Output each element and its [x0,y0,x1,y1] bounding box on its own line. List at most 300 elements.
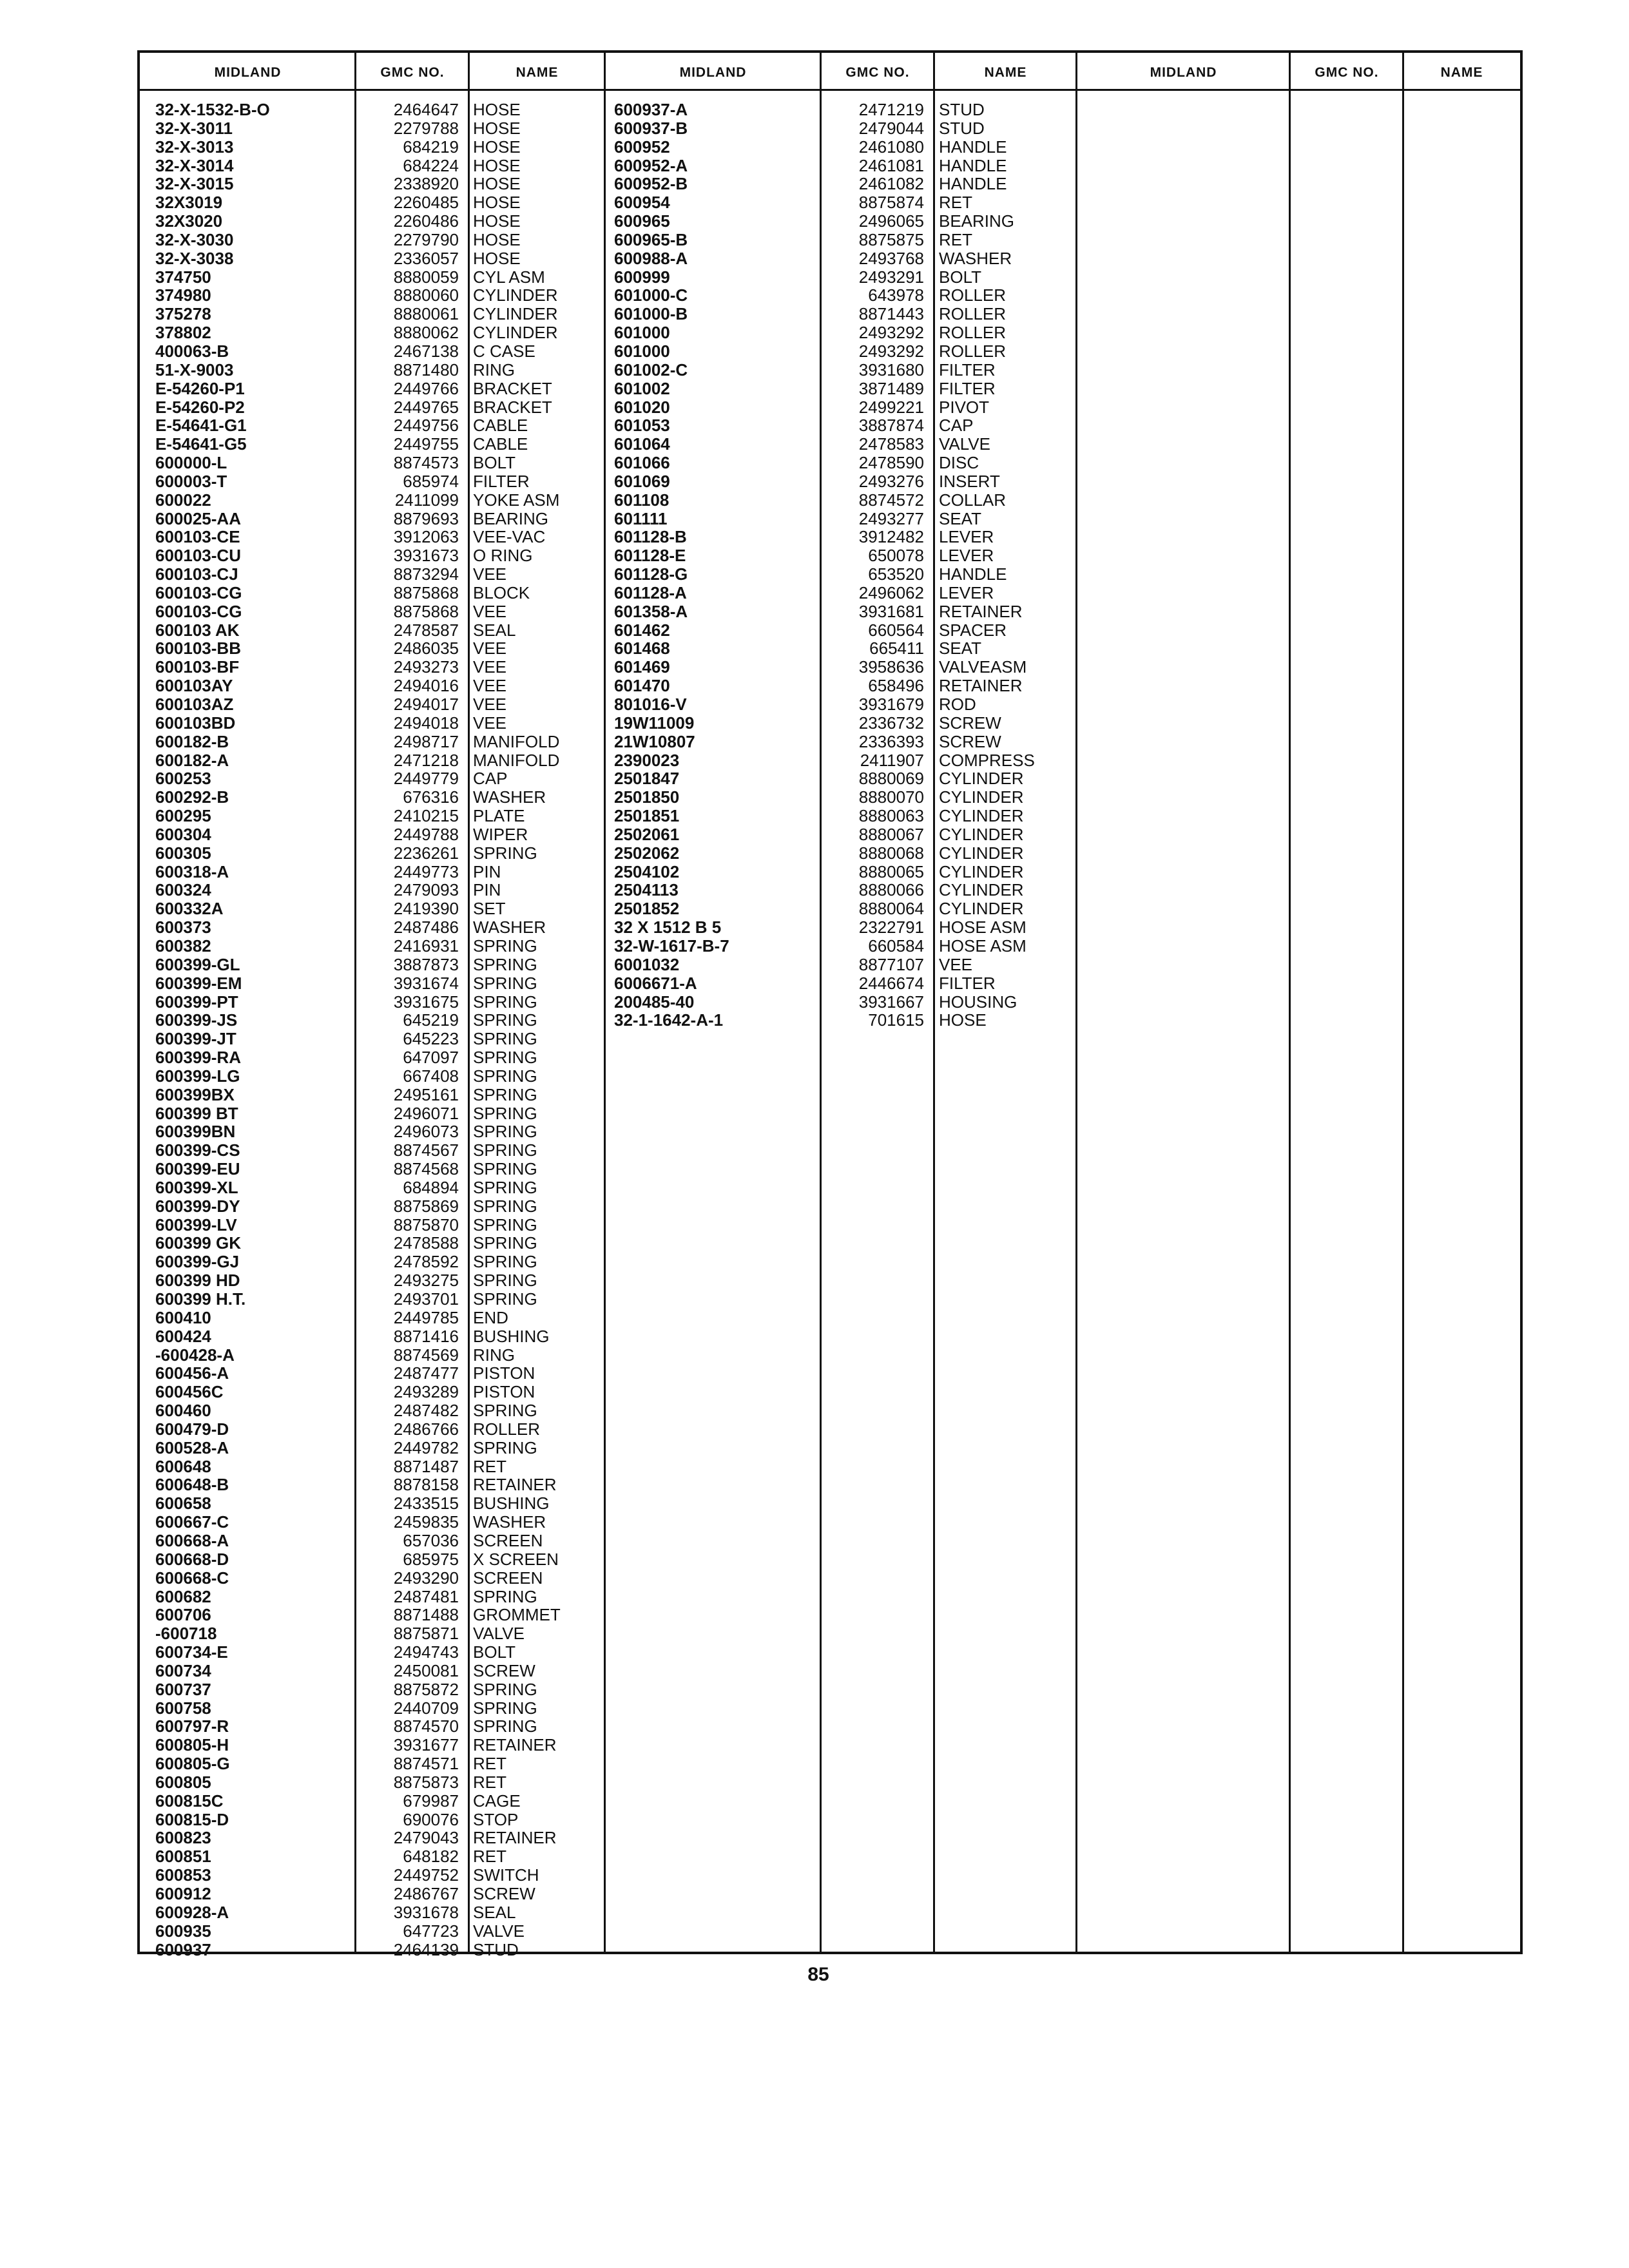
name-cell: SET [473,899,506,919]
gmc-no-cell: 8880063 [858,806,924,826]
name-cell: SCREW [939,731,1001,751]
gmc-no-cell: 653520 [868,564,924,584]
name-cell: CYLINDER [939,806,1024,826]
name-cell: SEAL [473,620,516,640]
gmc-no-cell: 2440709 [393,1698,459,1718]
name-cell: WIPER [473,824,528,844]
gmc-no-cell: 2493275 [393,1271,459,1291]
name-cell: CYLINDER [939,787,1024,807]
midland-cell: 601469 [614,657,670,677]
gmc-no-cell: 2260485 [393,193,459,213]
gmc-no-cell: 2464647 [393,100,459,119]
name-cell: CYLINDER [939,899,1024,919]
name-cell: HOSE [473,155,521,175]
gmc-no-cell: 8874567 [393,1140,459,1160]
gmc-no-cell: 8875875 [858,229,924,249]
midland-cell: 21W10807 [614,731,695,751]
midland-cell: 600399-GL [155,954,240,974]
name-cell: STUD [939,118,985,138]
name-cell: RING [473,360,515,380]
name-cell: HANDLE [939,137,1007,157]
name-cell: PIVOT [939,397,990,417]
name-cell: SCREW [939,713,1001,733]
midland-cell: 32X3019 [155,193,223,213]
midland-cell: 600324 [155,880,211,900]
midland-cell: 374750 [155,267,211,287]
gmc-no-cell: 2471219 [858,100,924,119]
midland-cell: 600103AZ [155,695,234,714]
gmc-no-cell: 690076 [403,1809,459,1829]
midland-cell: 600399BN [155,1122,236,1142]
gmc-no-cell: 8871487 [393,1456,459,1476]
midland-cell: 600399-JS [155,1010,238,1030]
name-cell: STOP [473,1809,519,1829]
midland-cell: 2501850 [614,787,680,807]
gmc-no-cell: 2479043 [393,1828,459,1848]
name-column-1 [473,101,602,1959]
midland-cell: 600399BX [155,1084,235,1104]
midland-cell: 600022 [155,490,211,510]
column-divider [354,53,356,1952]
gmc-no-cell: 8875868 [393,601,459,621]
midland-cell: 600658 [155,1494,211,1514]
gmc-no-cell: 2494743 [393,1642,459,1662]
midland-cell: 2501851 [614,806,680,826]
name-cell: SEAT [939,508,981,528]
name-cell: PISTON [473,1382,535,1402]
gmc-no-cell: 2260486 [393,211,459,231]
name-cell: ROLLER [939,341,1007,361]
gmc-no-cell: 2493277 [858,508,924,528]
name-cell: END [473,1307,508,1327]
name-cell: ROLLER [939,323,1007,343]
name-cell: SPRING [473,1177,537,1197]
midland-cell: 600937 [155,1939,211,1959]
name-cell: PLATE [473,806,525,826]
name-cell: BOLT [939,267,981,287]
name-cell: SPRING [473,1029,537,1049]
gmc-no-cell: 8880061 [393,304,459,324]
midland-cell: 600935 [155,1921,211,1941]
name-cell: VEE [473,713,507,733]
midland-cell: 32-X-3030 [155,229,234,249]
midland-cell: 601002 [614,378,670,398]
midland-cell: -600718 [155,1624,217,1644]
gmc-no-cell: 2493273 [393,657,459,677]
name-cell: SCREW [473,1660,535,1680]
gmc-no-cell: 8875870 [393,1215,459,1235]
column-divider [1289,53,1291,1952]
midland-cell: 600682 [155,1586,211,1606]
gmc-no-cell: 684894 [403,1177,459,1197]
gmc-no-cell: 2495161 [393,1084,459,1104]
gmc-no-cell: 2494018 [393,713,459,733]
midland-cell: 32-1-1642-A-1 [614,1010,724,1030]
name-cell: HANDLE [939,174,1007,194]
midland-cell: 32-X-3038 [155,248,234,268]
gmc-no-column-1 [359,101,459,1959]
name-cell: GROMMET [473,1605,561,1625]
name-cell: SPRING [473,954,537,974]
name-cell: HOSE [473,193,521,213]
header-gmc-no-3: GMC NO. [1315,65,1379,80]
gmc-no-cell: 3931681 [858,601,924,621]
midland-cell: 600648-B [155,1475,229,1495]
gmc-no-cell: 8871488 [393,1605,459,1625]
gmc-no-cell: 647097 [403,1048,459,1068]
midland-cell: 600734-E [155,1642,228,1662]
midland-cell: 600382 [155,936,211,956]
gmc-no-cell: 8871416 [393,1326,459,1346]
gmc-no-cell: 2496071 [393,1103,459,1123]
gmc-no-cell: 2464139 [393,1939,459,1959]
name-cell: FILTER [939,973,996,993]
name-cell: HOSE [473,211,521,231]
midland-cell: 600410 [155,1307,211,1327]
gmc-no-cell: 8875872 [393,1679,459,1699]
midland-cell: 600103-CG [155,601,242,621]
name-cell: ROD [939,695,976,714]
gmc-no-cell: 2479093 [393,880,459,900]
header-name-1: NAME [516,65,559,80]
name-cell: MANIFOLD [473,731,560,751]
name-cell: SPRING [473,973,537,993]
midland-cell: 2504102 [614,861,680,881]
gmc-no-cell: 3887874 [858,416,924,436]
midland-cell: 600399 GK [155,1233,241,1253]
name-cell: YOKE ASM [473,490,560,510]
gmc-no-cell: 2487482 [393,1401,459,1421]
gmc-no-cell: 2411099 [394,490,459,510]
gmc-no-cell: 8874571 [393,1754,459,1774]
name-cell: SPRING [473,1084,537,1104]
midland-cell: 600003-T [155,471,227,491]
midland-cell: 600851 [155,1847,211,1867]
name-cell: BUSHING [473,1326,550,1346]
name-cell: VALVE [473,1624,525,1644]
gmc-no-cell: 679987 [403,1791,459,1811]
name-cell: HOSE [473,174,521,194]
midland-cell: 600823 [155,1828,211,1848]
midland-cell: 600706 [155,1605,211,1625]
midland-cell: 600305 [155,843,211,863]
midland-cell: 801016-V [614,695,687,714]
midland-cell: 600399 HD [155,1271,240,1291]
name-cell: SPRING [473,1215,537,1235]
midland-cell: 600399-JT [155,1029,236,1049]
gmc-no-cell: 8875873 [393,1772,459,1792]
gmc-no-cell: 676316 [403,787,459,807]
gmc-no-cell: 3931675 [393,992,459,1012]
name-cell: HOUSING [939,992,1017,1012]
midland-cell: 600460 [155,1401,211,1421]
midland-cell: -600428-A [155,1345,235,1365]
gmc-no-cell: 8880068 [858,843,924,863]
gmc-no-cell: 2449752 [393,1865,459,1885]
gmc-no-cell: 684224 [403,155,459,175]
gmc-no-cell: 2478590 [858,453,924,473]
midland-cell: 2501847 [614,769,680,789]
name-cell: HANDLE [939,155,1007,175]
midland-cell: 600999 [614,267,670,287]
gmc-no-cell: 2496062 [858,582,924,602]
gmc-no-cell: 2478592 [393,1252,459,1272]
name-cell: VEE-VAC [473,527,546,547]
gmc-no-cell: 665411 [869,639,924,658]
gmc-no-cell: 8880067 [858,824,924,844]
midland-cell: 601128-E [614,546,686,566]
midland-cell: 600399-EM [155,973,242,993]
name-cell: WASHER [473,1512,546,1532]
name-cell: CYLINDER [939,843,1024,863]
gmc-no-cell: 648182 [403,1847,459,1867]
gmc-no-cell: 8874573 [393,453,459,473]
midland-cell: 600103-CU [155,546,241,566]
name-cell: SPRING [473,1010,537,1030]
name-cell: BLOCK [473,582,530,602]
midland-cell: 600399-CS [155,1140,240,1160]
name-cell: CAP [939,416,974,436]
name-cell: RETAINER [939,676,1023,696]
midland-cell: 600103-CJ [155,564,238,584]
midland-cell: 600456-A [155,1363,229,1383]
gmc-no-cell: 685975 [403,1549,459,1569]
name-cell: RET [473,1456,506,1476]
midland-cell: 32X3020 [155,211,223,231]
midland-cell: 600805 [155,1772,211,1792]
midland-cell: 601000-C [614,285,688,305]
midland-cell: 601111 [614,508,668,528]
name-cell: HOSE [473,118,521,138]
name-cell: CABLE [473,416,528,436]
midland-cell: 600253 [155,769,211,789]
midland-cell: 600424 [155,1326,211,1346]
name-cell: RETAINER [473,1828,557,1848]
name-cell: VEE [939,954,973,974]
name-cell: PIN [473,861,501,881]
name-cell: RETAINER [939,601,1023,621]
gmc-no-cell: 3931677 [393,1735,459,1755]
midland-cell: 32-X-1532-B-O [155,100,270,119]
name-cell: RETAINER [473,1475,557,1495]
gmc-no-cell: 2486035 [393,639,459,658]
gmc-no-cell: 2336732 [858,713,924,733]
gmc-no-cell: 2433515 [393,1494,459,1514]
gmc-no-cell: 2493768 [858,248,924,268]
midland-cell: 375278 [155,304,211,324]
midland-cell: 378802 [155,323,211,343]
midland-cell: 600952-B [614,174,688,194]
name-cell: SPRING [473,1066,537,1086]
name-cell: STUD [473,1939,519,1959]
gmc-no-cell: 2449785 [393,1307,459,1327]
name-cell: HOSE [939,1010,987,1030]
midland-cell: 601020 [614,397,670,417]
name-cell: SPRING [473,1252,537,1272]
name-cell: SPRING [473,1233,537,1253]
name-cell: SCREEN [473,1568,543,1588]
name-cell: VEE [473,639,507,658]
name-cell: SPRING [473,1122,537,1142]
gmc-no-cell: 3931678 [393,1902,459,1922]
name-cell: MANIFOLD [473,750,560,770]
gmc-no-cell: 2487481 [393,1586,459,1606]
midland-cell: 600103AY [155,676,233,696]
gmc-no-cell: 2410215 [393,806,459,826]
midland-cell: 32-X-3011 [155,118,233,138]
name-cell: HOSE [473,248,521,268]
name-cell: BEARING [473,508,549,528]
gmc-no-cell: 684219 [403,137,459,157]
midland-cell: E-54260-P2 [155,397,245,417]
name-cell: CAGE [473,1791,521,1811]
header-midland-1: MIDLAND [214,65,282,80]
midland-cell: 601000 [614,341,670,361]
name-cell: LEVER [939,546,994,566]
name-cell: FILTER [939,378,996,398]
midland-cell: 600103BD [155,713,236,733]
gmc-no-cell: 2419390 [393,899,459,919]
name-cell: HOSE ASM [939,918,1027,937]
gmc-no-cell: 701615 [868,1010,924,1030]
gmc-no-cell: 650078 [868,546,924,566]
gmc-no-cell: 2449766 [393,378,459,398]
gmc-no-cell: 2449773 [393,861,459,881]
midland-cell: 600399-RA [155,1048,241,1068]
midland-cell: 600399 BT [155,1103,238,1123]
gmc-no-cell: 2467138 [393,341,459,361]
midland-cell: 601053 [614,416,670,436]
midland-cell: 600332A [155,899,224,919]
gmc-no-cell: 2493292 [858,323,924,343]
gmc-no-cell: 658496 [868,676,924,696]
midland-cell: 600182-A [155,750,229,770]
name-cell: SPRING [473,1716,537,1736]
midland-cell: 600853 [155,1865,211,1885]
midland-cell: 600295 [155,806,211,826]
midland-cell: 600734 [155,1660,211,1680]
name-cell: SPRING [473,1140,537,1160]
midland-cell: 2504113 [614,880,679,900]
page-number: 85 [807,1964,829,1985]
midland-cell: 51-X-9003 [155,360,234,380]
midland-cell: 2501852 [614,899,680,919]
gmc-no-cell: 8880065 [858,861,924,881]
midland-cell: 600667-C [155,1512,229,1532]
gmc-no-cell: 2494017 [393,695,459,714]
gmc-no-cell: 2487486 [393,918,459,937]
gmc-no-cell: 2279788 [393,118,459,138]
name-cell: ROLLER [939,285,1007,305]
gmc-no-cell: 8875874 [858,193,924,213]
gmc-no-cell: 2416931 [393,936,459,956]
midland-cell: 600928-A [155,1902,229,1922]
name-cell: RETAINER [473,1735,557,1755]
gmc-no-cell: 8880062 [393,323,459,343]
midland-cell: E-54641-G5 [155,434,247,454]
gmc-no-cell: 657036 [403,1530,459,1550]
name-cell: FILTER [473,471,530,491]
name-cell: SPRING [473,843,537,863]
name-cell: VEE [473,676,507,696]
name-cell: SEAL [473,1902,516,1922]
midland-cell: 601066 [614,453,670,473]
midland-cell: 601470 [614,676,670,696]
name-cell: LEVER [939,582,994,602]
name-cell: HOSE [473,100,521,119]
name-cell: RET [473,1772,506,1792]
gmc-no-cell: 2449779 [393,769,459,789]
midland-cell: 600952-A [614,155,688,175]
gmc-no-cell: 2449755 [393,434,459,454]
gmc-no-cell: 2322791 [858,918,924,937]
midland-cell: 600954 [614,193,670,213]
midland-cell: 600304 [155,824,211,844]
midland-cell: 600103-CE [155,527,240,547]
gmc-no-cell: 2336393 [858,731,924,751]
name-cell: WASHER [473,918,546,937]
gmc-no-cell: 8880070 [858,787,924,807]
name-cell: ROLLER [473,1419,541,1439]
midland-cell: 19W11009 [614,713,695,733]
gmc-no-cell: 3912063 [393,527,459,547]
gmc-no-cell: 2493292 [858,341,924,361]
gmc-no-cell: 2493276 [858,471,924,491]
gmc-no-cell: 2449788 [393,824,459,844]
gmc-no-cell: 645223 [403,1029,459,1049]
gmc-no-cell: 3931674 [393,973,459,993]
gmc-no-cell: 2493289 [393,1382,459,1402]
midland-cell: 6001032 [614,954,680,974]
midland-cell: 600758 [155,1698,211,1718]
midland-cell: 601069 [614,471,670,491]
gmc-no-cell: 2487477 [393,1363,459,1383]
name-cell: CYL ASM [473,267,545,287]
name-cell: CYLINDER [939,880,1024,900]
gmc-no-cell: 2494016 [393,676,459,696]
gmc-no-cell: 8880066 [858,880,924,900]
name-cell: SPACER [939,620,1007,640]
name-cell: RET [939,229,972,249]
gmc-no-cell: 8880069 [858,769,924,789]
gmc-no-cell: 2496073 [393,1122,459,1142]
midland-cell: 600399-LV [155,1215,237,1235]
gmc-no-cell: 8880059 [393,267,459,287]
column-divider [820,53,822,1952]
name-cell: SPRING [473,1048,537,1068]
name-cell: RET [473,1754,506,1774]
name-cell: X SCREEN [473,1549,559,1569]
gmc-no-cell: 2236261 [393,843,459,863]
gmc-no-cell: 8873294 [393,564,459,584]
name-cell: SPRING [473,1271,537,1291]
gmc-no-cell: 2411907 [860,750,924,770]
gmc-no-cell: 8871443 [858,304,924,324]
gmc-no-cell: 2478587 [393,620,459,640]
name-cell: RING [473,1345,515,1365]
midland-cell: 600103-CG [155,582,242,602]
name-cell: CABLE [473,434,528,454]
midland-cell: 600937-A [614,100,688,119]
gmc-no-cell: 2478583 [858,434,924,454]
midland-cell: 600805-H [155,1735,229,1755]
midland-cell: 600399-LG [155,1066,240,1086]
name-cell: ROLLER [939,304,1007,324]
midland-cell: 600373 [155,918,211,937]
name-cell: BRACKET [473,397,552,417]
midland-cell: 601108 [614,490,670,510]
name-cell: COMPRESS [939,750,1035,770]
